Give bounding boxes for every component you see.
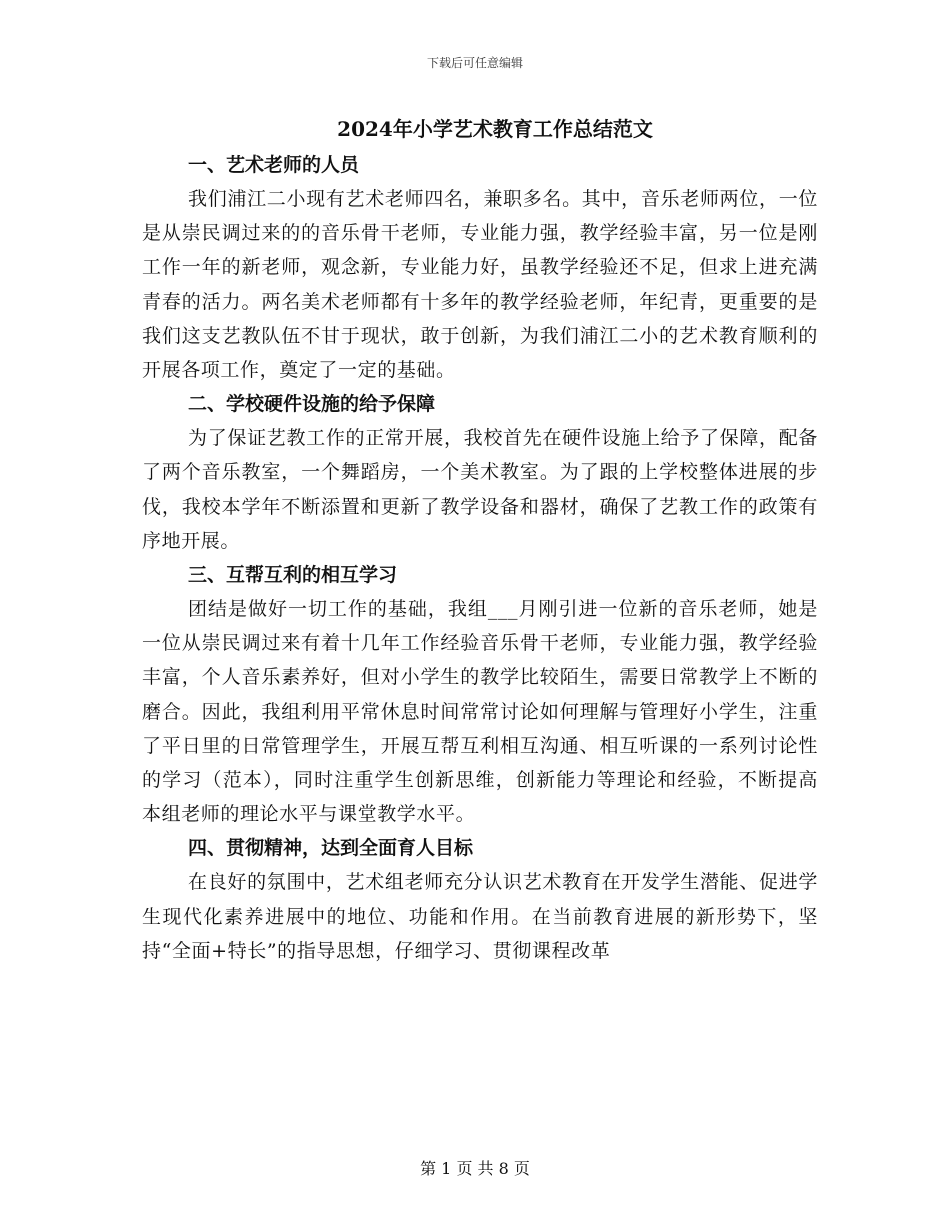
section-paragraph-1: 我们浦江二小现有艺术老师四名，兼职多名。其中，音乐老师两位，一位是从崇民调过来的的音乐骨干老师，专业能力强，教学经验丰富，另一位是刚工作一年的新老师，观念新，专业能力好，虽教学经验还不足，但求上进充满青春的活力。两名美术老师都有十多年的教学经验老师，年纪青，更重要的是我们这支艺教队伍不甘于现状，敢于创新，为我们浦江二小的艺术教育顺利的开展各项工作，奠定了一定的基础。 bbox=[142, 188, 818, 382]
document-title: 2024年小学艺术教育工作总结范文 bbox=[337, 117, 653, 141]
section-paragraph-3: 团结是做好一切工作的基础，我组___月刚引进一位新的音乐老师，她是一位从崇民调过来有着十几年工作经验音乐骨干老师，专业能力强，教学经验丰富，个人音乐素养好，但对小学生的教学比较陌生，需要日常教学上不断的磨合。因此，我组利用平常休息时间常常讨论如何理解与管理好小学生，注重了平日里的日常管理学生，开展互帮互利相互沟通、相互听课的一系列讨论性的学习（范本），同时注重学生创新思维，创新能力等理论和经验，不断提高本组老师的理论水平与课堂教学水平。 bbox=[142, 598, 818, 826]
section-heading-3: 三、互帮互利的相互学习 bbox=[188, 564, 398, 587]
section-paragraph-2: 为了保证艺教工作的正常开展，我校首先在硬件设施上给予了保障，配备了两个音乐教室，一个舞蹈房，一个美术教室。为了跟的上学校整体进展的步伐，我校本学年不断添置和更新了教学设备和器材，确保了艺教工作的政策有序地开展。 bbox=[142, 427, 818, 552]
document-body bbox=[142, 110, 818, 968]
page-footer: 第 1 页 共 8 页 bbox=[420, 1159, 530, 1178]
section-paragraph-4: 在良好的氛围中，艺术组老师充分认识艺术教育在开发学生潜能、促进学生现代化素养进展中的地位、功能和作用。在当前教育进展的新形势下，坚持“全面+特长”的指导思想，仔细学习、贯彻课程改革 bbox=[142, 871, 818, 962]
section-heading-1: 一、艺术老师的人员 bbox=[188, 154, 360, 176]
section-heading-2: 二、学校硬件设施的给予保障 bbox=[188, 393, 436, 416]
section-heading-4: 四、贯彻精神，达到全面育人目标 bbox=[188, 837, 474, 860]
header-note: 下载后可任意编辑 bbox=[426, 56, 523, 70]
